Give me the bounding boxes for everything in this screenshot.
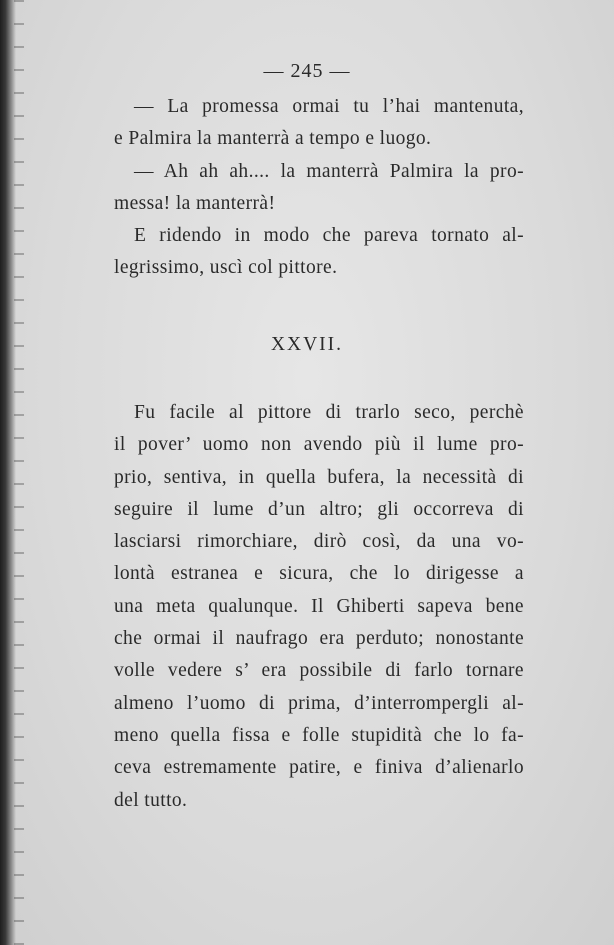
paragraph-block-1 <box>114 91 524 285</box>
text-line: volle vedere s’ era possibile di farlo tornare <box>114 660 524 682</box>
page-number-header <box>0 60 614 83</box>
text-line: e Palmira la manterrà a tempo e luogo. <box>114 128 432 150</box>
text-line: che ormai il naufrago era perduto; nonostante <box>114 628 524 650</box>
folio-dash-left: — <box>263 60 285 82</box>
text-line: — Ah ah ah.... la manterrà Palmira la pro- <box>134 160 524 182</box>
text-line: il pover’ uomo non avendo più il lume pro- <box>114 434 524 456</box>
text-line: almeno l’uomo di prima, d’interrompergli al- <box>114 692 524 714</box>
text-line: Fu facile al pittore di trarlo seco, perchè <box>134 402 524 423</box>
page-number: 245 <box>290 60 324 82</box>
text-line: ceva estremamente patire, e finiva d’alienarlo <box>114 757 524 779</box>
text-line: legrissimo, uscì col pittore. <box>114 257 338 279</box>
text-line: prio, sentiva, in quella bufera, la necessità di <box>114 466 524 488</box>
text-line: E ridendo in modo che pareva tornato al- <box>134 225 524 247</box>
text-line: lontà estranea e sicura, che lo dirigesse a <box>114 563 524 585</box>
binding-shadow <box>14 0 24 945</box>
folio-dash-right: — <box>329 60 351 82</box>
text-line: del tutto. <box>114 789 188 811</box>
text-line: meno quella fissa e folle stupidità che lo fa- <box>114 724 524 746</box>
text-line: messa! la manterrà! <box>114 192 276 214</box>
text-line: lasciarsi rimorchiare, dirò così, da una vo- <box>114 531 524 553</box>
text-line: una meta qualunque. Il Ghiberti sapeva bene <box>114 595 524 617</box>
text-line: — La promessa ormai tu l’hai mantenuta, <box>134 96 524 117</box>
text-line: seguire il lume d’un altro; gli occorreva di <box>114 498 524 520</box>
chapter-heading: XXVII. <box>270 334 344 355</box>
paragraph-block-2 <box>114 397 524 817</box>
